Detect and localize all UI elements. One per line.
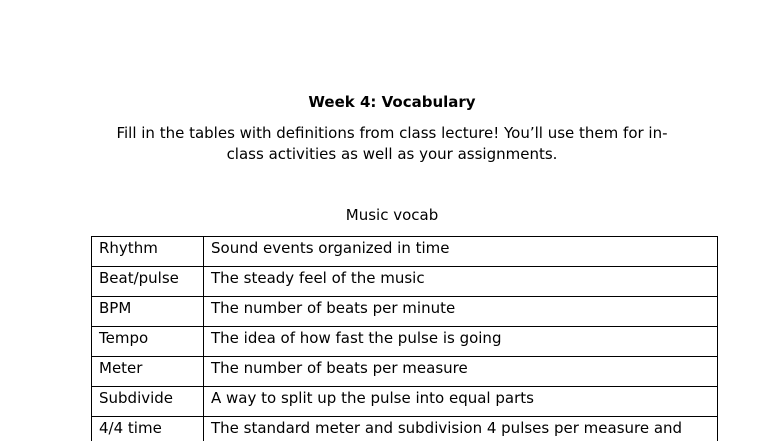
intro-line-2: class activities as well as your assignments. (226, 145, 558, 163)
definition-cell[interactable]: The idea of how fast the pulse is going (204, 327, 718, 357)
intro-line-1: Fill in the tables with definitions from class lecture! You’ll use them for in- (116, 124, 668, 142)
table-row (92, 237, 718, 267)
intro-paragraph (100, 123, 684, 165)
term-cell[interactable]: Meter (92, 357, 204, 387)
table-row (92, 417, 718, 441)
table-row (92, 267, 718, 297)
term-cell[interactable]: Tempo (92, 327, 204, 357)
table-row (92, 327, 718, 357)
definition-cell[interactable]: The number of beats per minute (204, 297, 718, 327)
table-row (92, 357, 718, 387)
table-row (92, 387, 718, 417)
term-cell[interactable]: Rhythm (92, 237, 204, 267)
term-cell[interactable]: 4/4 time (92, 417, 204, 441)
term-cell[interactable]: Beat/pulse (92, 267, 204, 297)
definition-cell[interactable]: The standard meter and subdivision 4 pulses per measure and (204, 417, 718, 441)
page-title: Week 4: Vocabulary (308, 93, 476, 111)
term-cell[interactable]: Subdivide (92, 387, 204, 417)
table-row (92, 297, 718, 327)
definition-cell[interactable]: Sound events organized in time (204, 237, 718, 267)
vocab-table (91, 236, 718, 441)
term-cell[interactable]: BPM (92, 297, 204, 327)
definition-cell[interactable]: A way to split up the pulse into equal parts (204, 387, 718, 417)
definition-cell[interactable]: The steady feel of the music (204, 267, 718, 297)
definition-cell[interactable]: The number of beats per measure (204, 357, 718, 387)
table-caption: Music vocab (345, 206, 439, 224)
